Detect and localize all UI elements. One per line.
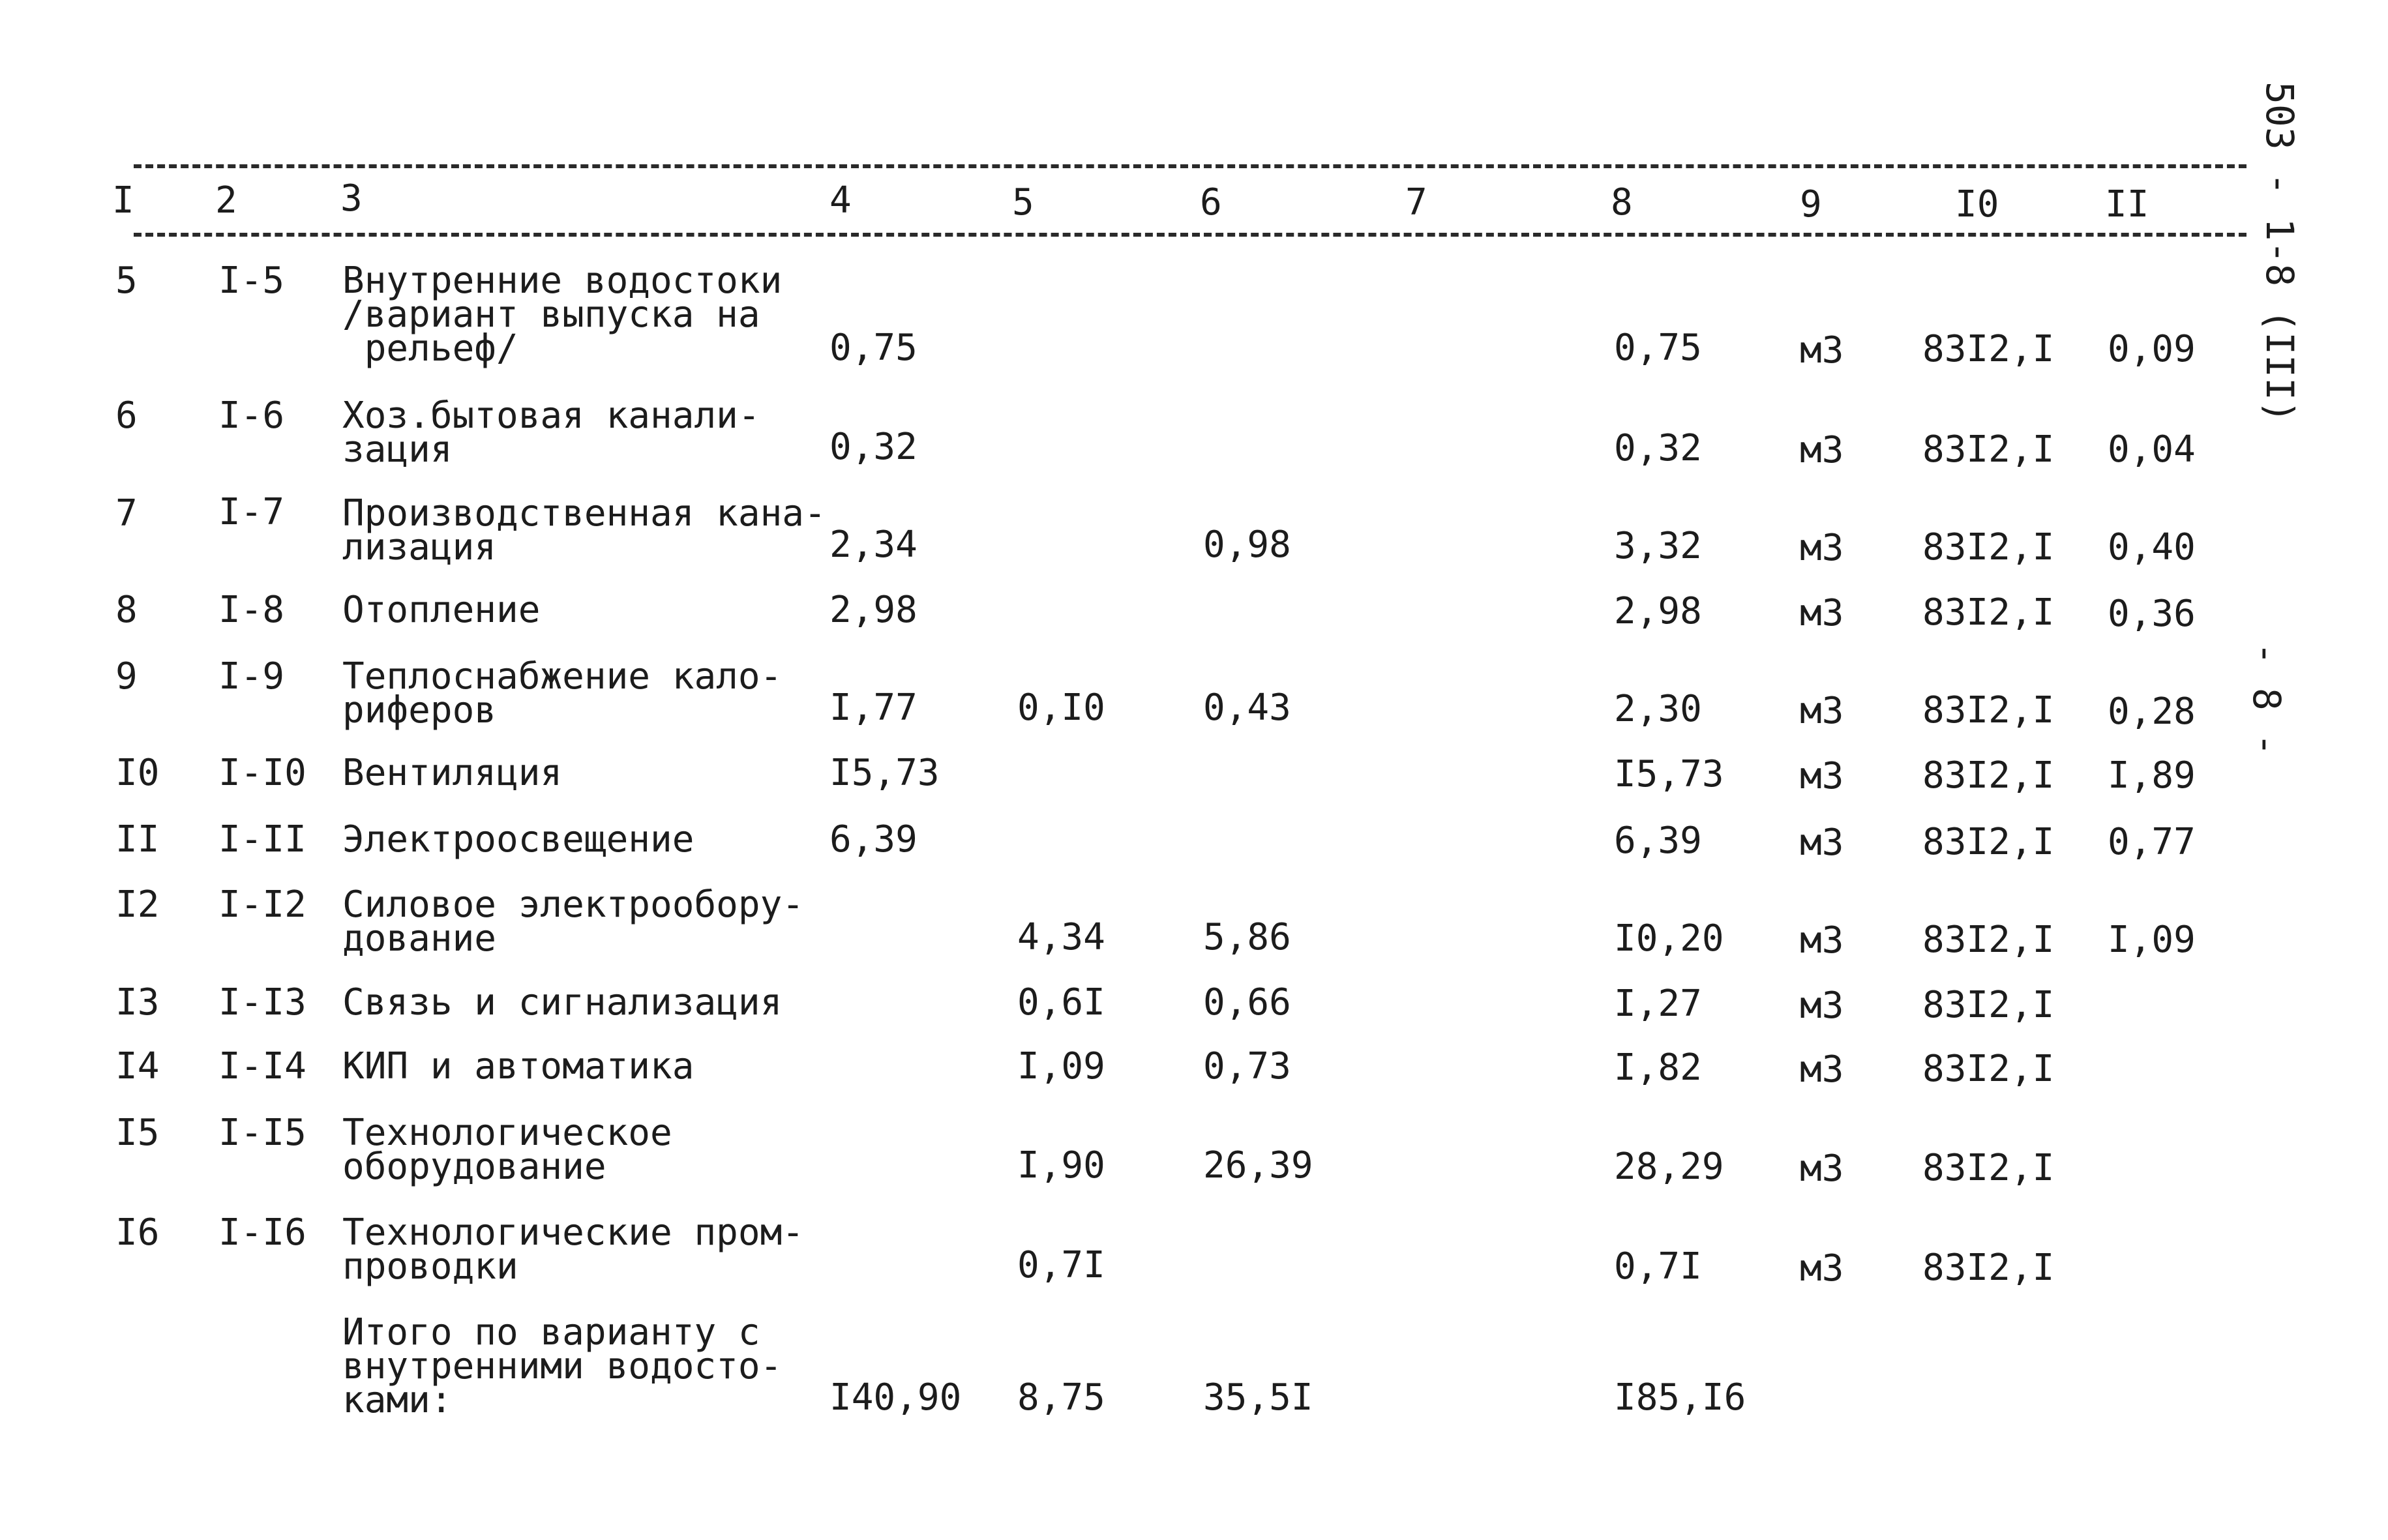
cell-col10: 83I2,I xyxy=(1922,689,2055,732)
cell-col11: 0,40 xyxy=(2108,526,2196,569)
row-number: I4 xyxy=(115,1045,160,1088)
cell-col11: 0,36 xyxy=(2108,593,2196,635)
cell-col4: 2,98 xyxy=(829,589,918,631)
row-code: I-I5 xyxy=(218,1112,306,1154)
row-number: I5 xyxy=(115,1112,160,1154)
row-number: 5 xyxy=(115,259,138,302)
total-col6: 35,5I xyxy=(1203,1376,1313,1419)
row-code: I-I4 xyxy=(218,1045,306,1088)
cell-col8: I0,20 xyxy=(1614,917,1724,960)
row-number: 6 xyxy=(115,394,138,437)
row-code: I-II xyxy=(218,818,306,861)
row-code: I-8 xyxy=(218,589,285,631)
cell-col8: 28,29 xyxy=(1614,1146,1724,1188)
cell-col10: 83I2,I xyxy=(1922,1247,2055,1289)
row-code: I-I2 xyxy=(218,883,306,926)
header-top-rule xyxy=(134,164,2246,168)
document-code: 503 - 1-8 (III) xyxy=(2258,81,2302,423)
cell-col10: 83I2,I xyxy=(1922,526,2055,569)
column-header: I xyxy=(112,179,134,222)
cell-col8: 6,39 xyxy=(1614,820,1702,862)
cell-unit: м3 xyxy=(1800,919,1844,962)
cell-unit: м3 xyxy=(1800,755,1844,797)
cell-col8: 0,7I xyxy=(1614,1245,1702,1288)
total-label: Итого по варианту с внутренними водосто- ками: xyxy=(342,1311,783,1421)
cell-col5: 0,7I xyxy=(1017,1244,1105,1286)
column-header: 9 xyxy=(1800,183,1822,226)
row-number: I6 xyxy=(115,1211,160,1254)
cell-col10: 83I2,I xyxy=(1922,1147,2055,1189)
column-header: 6 xyxy=(1200,181,1222,224)
row-code: I-I6 xyxy=(218,1211,306,1254)
cell-col8: 2,98 xyxy=(1614,590,1702,632)
page-number: - 8 - xyxy=(2245,642,2289,756)
row-description: Отопление xyxy=(342,589,541,631)
cell-col4: 0,32 xyxy=(829,426,918,468)
row-code: I-6 xyxy=(218,394,285,437)
total-col5: 8,75 xyxy=(1017,1376,1105,1419)
cell-unit: м3 xyxy=(1800,985,1844,1027)
cell-col10: 83I2,I xyxy=(1922,328,2055,370)
cell-col10: 83I2,I xyxy=(1922,984,2055,1026)
cell-col11: 0,77 xyxy=(2108,821,2196,863)
total-col8: I85,I6 xyxy=(1614,1376,1746,1419)
row-description: Внутренние водостоки /вариант выпуска на рельеф/ xyxy=(342,259,783,370)
row-code: I-I3 xyxy=(218,981,306,1024)
cell-col10: 83I2,I xyxy=(1922,1048,2055,1090)
row-description: Вентиляция xyxy=(342,752,563,794)
cell-col8: 3,32 xyxy=(1614,525,1702,567)
cell-col8: 0,75 xyxy=(1614,327,1702,369)
column-header: I0 xyxy=(1955,183,1999,226)
cell-col10: 83I2,I xyxy=(1922,821,2055,863)
cell-unit: м3 xyxy=(1800,1048,1844,1091)
cell-unit: м3 xyxy=(1800,429,1844,471)
cell-col4: 0,75 xyxy=(829,327,918,369)
cell-col5: 0,6I xyxy=(1017,981,1105,1024)
cell-col4: 2,34 xyxy=(829,524,918,566)
cell-col5: 4,34 xyxy=(1017,916,1105,958)
cell-col11: 0,28 xyxy=(2108,690,2196,733)
row-description: Электроосвещение xyxy=(342,818,694,861)
cell-col11: 0,09 xyxy=(2108,328,2196,370)
row-description: Производственная кана- лизация xyxy=(342,492,826,569)
cell-col8: I5,73 xyxy=(1614,753,1724,795)
row-description: КИП и автоматика xyxy=(342,1045,694,1088)
cell-col4: 6,39 xyxy=(829,818,918,861)
row-number: I2 xyxy=(115,883,160,926)
cell-col6: 5,86 xyxy=(1203,916,1291,958)
total-col4: I40,90 xyxy=(829,1376,962,1419)
cell-unit: м3 xyxy=(1800,822,1844,864)
cell-col6: 0,98 xyxy=(1203,524,1291,566)
row-description: Силовое электрообору- дование xyxy=(342,883,805,960)
column-header: 7 xyxy=(1405,181,1427,224)
row-description: Связь и сигнализация xyxy=(342,981,783,1024)
cell-col10: 83I2,I xyxy=(1922,591,2055,634)
cell-unit: м3 xyxy=(1800,690,1844,732)
column-header: 2 xyxy=(215,179,237,222)
cell-col10: 83I2,I xyxy=(1922,428,2055,471)
cell-col5: I,90 xyxy=(1017,1144,1105,1187)
column-header: 3 xyxy=(340,177,363,220)
row-description: Теплоснабжение кало- риферов xyxy=(342,655,783,732)
row-description: Технологическое оборудование xyxy=(342,1112,672,1188)
row-description: Технологические пром- проводки xyxy=(342,1211,805,1288)
row-number: 9 xyxy=(115,655,138,698)
row-number: II xyxy=(115,818,160,861)
row-number: I0 xyxy=(115,752,160,794)
cell-col8: 2,30 xyxy=(1614,688,1702,730)
cell-col5: I,09 xyxy=(1017,1045,1105,1088)
cell-unit: м3 xyxy=(1800,592,1844,634)
row-number: I3 xyxy=(115,981,160,1024)
row-code: I-5 xyxy=(218,259,285,302)
cell-col11: I,09 xyxy=(2108,919,2196,961)
cell-col4: I,77 xyxy=(829,687,918,729)
row-number: 7 xyxy=(115,492,138,535)
cell-col6: 0,43 xyxy=(1203,687,1291,729)
column-header: 8 xyxy=(1611,181,1633,224)
row-code: I-9 xyxy=(218,655,285,698)
row-description: Хоз.бытовая канали- зация xyxy=(342,394,760,471)
cell-col6: 0,66 xyxy=(1203,981,1291,1024)
cell-unit: м3 xyxy=(1800,1247,1844,1290)
cell-col11: 0,04 xyxy=(2108,428,2196,471)
column-header: 5 xyxy=(1012,181,1034,224)
cell-col11: I,89 xyxy=(2108,754,2196,797)
cell-col10: 83I2,I xyxy=(1922,919,2055,961)
cell-unit: м3 xyxy=(1800,1148,1844,1190)
row-code: I-I0 xyxy=(218,752,306,794)
cell-col4: I5,73 xyxy=(829,752,940,794)
cell-col8: I,27 xyxy=(1614,983,1702,1025)
cell-col10: 83I2,I xyxy=(1922,754,2055,797)
column-header: 4 xyxy=(829,179,852,222)
cell-col8: 0,32 xyxy=(1614,427,1702,469)
cell-col6: 0,73 xyxy=(1203,1045,1291,1088)
cell-col5: 0,I0 xyxy=(1017,687,1105,729)
cell-col8: I,82 xyxy=(1614,1046,1702,1089)
column-header: II xyxy=(2105,183,2149,226)
row-code: I-7 xyxy=(218,491,285,533)
row-number: 8 xyxy=(115,589,138,631)
cell-unit: м3 xyxy=(1800,329,1844,372)
cell-unit: м3 xyxy=(1800,527,1844,569)
cell-col6: 26,39 xyxy=(1203,1144,1313,1187)
header-bottom-rule xyxy=(134,233,2246,237)
